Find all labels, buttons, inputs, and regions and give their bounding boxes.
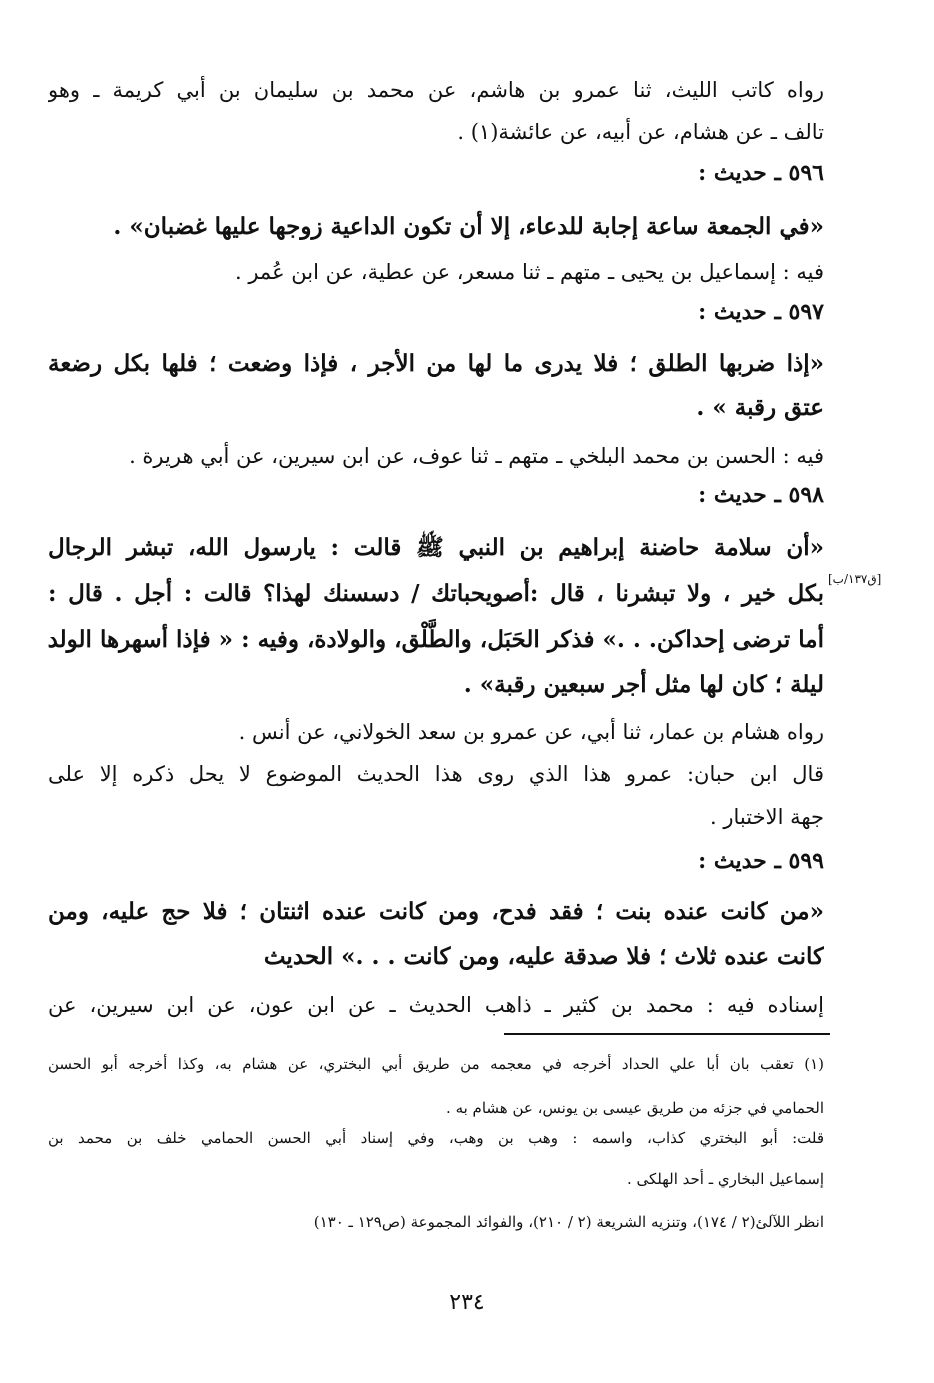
text-line: قال ابن حبان: عمرو هذا الذي روى هذا الحديث الموضوع لا يحل ذكره إلا على	[48, 762, 824, 786]
footnote-line: انظر اللآلئ(٢ / ١٧٤)، وتنزيه الشريعة (٢ / ٢١٠)، والفوائد المجموعة (ص١٢٩ ـ ١٣٠)	[313, 1213, 824, 1231]
hadith-text: بكل خير ، ولا تبشرنا ، قال :أصويحباتك / دسسنك لهذا؟ قالت : أجل . قال :	[48, 580, 824, 607]
footnote-line: الحمامي في جزئه من طريق عيسى بن يونس، عن هشام به .	[446, 1099, 824, 1117]
hadith-text: «إذا ضربها الطلق ؛ فلا يدرى ما لها من الأجر ، فإذا وضعت ؛ فلها بكل رضعة	[48, 350, 824, 377]
hadith-text: ليلة ؛ كان لها مثل أجر سبعين رقبة» .	[463, 671, 824, 698]
text-line: فيه : إسماعيل بن يحيى ـ متهم ـ ثنا مسعر، عن عطية، عن ابن عُمر .	[234, 260, 824, 284]
hadith-text: «في الجمعة ساعة إجابة للدعاء، إلا أن تكون الداعية زوجها عليها غضبان» .	[113, 213, 824, 240]
footnote-line: قلت: أبو البختري كذاب، واسمه : وهب بن وهب، وفي إسناد أبي الحسن الحمامي خلف بن محمد بن	[48, 1129, 824, 1147]
hadith-heading: ٥٩٨ ـ حديث :	[698, 482, 824, 508]
hadith-text: «من كانت عنده بنت ؛ فقد فدح، ومن كانت عنده اثنتان ؛ فلا حج عليه، ومن	[48, 898, 824, 925]
footnote-line: (١) تعقب بان أبا علي الحداد أخرجه في معجمه من طريق أبي البختري، عن هشام به، وكذا أخرجه أبو الحسن	[48, 1055, 824, 1073]
hadith-text: «أن سلامة حاضنة إبراهيم بن النبي ﷺ قالت : يارسول الله، تبشر الرجال	[48, 534, 824, 561]
text-line: جهة الاختبار .	[710, 805, 824, 829]
text-line: إسناده فيه : محمد بن كثير ـ ذاهب الحديث ـ عن ابن عون، عن ابن سيرين، عن	[48, 993, 824, 1017]
text-line: فيه : الحسن بن محمد البلخي ـ متهم ـ ثنا عوف، عن ابن سيرين، عن أبي هريرة .	[129, 444, 824, 468]
hadith-text: أما ترضى إحداكن. . .» فذكر الحَبَل، والطَّلْق، والولادة، وفيه : « فإذا أسهرها الولد	[48, 626, 824, 653]
hadith-heading: ٥٩٧ ـ حديث :	[698, 299, 824, 325]
text-line: رواه هشام بن عمار، ثنا أبي، عن عمرو بن سعد الخولاني، عن أنس .	[238, 720, 824, 744]
manuscript-folio-marker: [ق١٣٧/ب]	[828, 572, 882, 586]
hadith-text: كانت عنده ثلاث ؛ فلا صدقة عليه، ومن كانت . . .» الحديث	[263, 943, 824, 970]
text-line: رواه كاتب الليث، ثنا عمرو بن هاشم، عن محمد بن سليمان بن أبي كريمة ـ وهو	[48, 78, 824, 102]
hadith-text: عتق رقبة » .	[696, 394, 824, 421]
text-line: تالف ـ عن هشام، عن أبيه، عن عائشة(١) .	[457, 120, 824, 144]
footnote-line: إسماعيل البخاري ـ أحد الهلكى .	[626, 1170, 824, 1188]
footnote-separator	[504, 1033, 830, 1035]
hadith-heading: ٥٩٩ ـ حديث :	[698, 848, 824, 874]
page-number: ٢٣٤	[449, 1290, 485, 1315]
hadith-heading: ٥٩٦ ـ حديث :	[698, 160, 824, 186]
